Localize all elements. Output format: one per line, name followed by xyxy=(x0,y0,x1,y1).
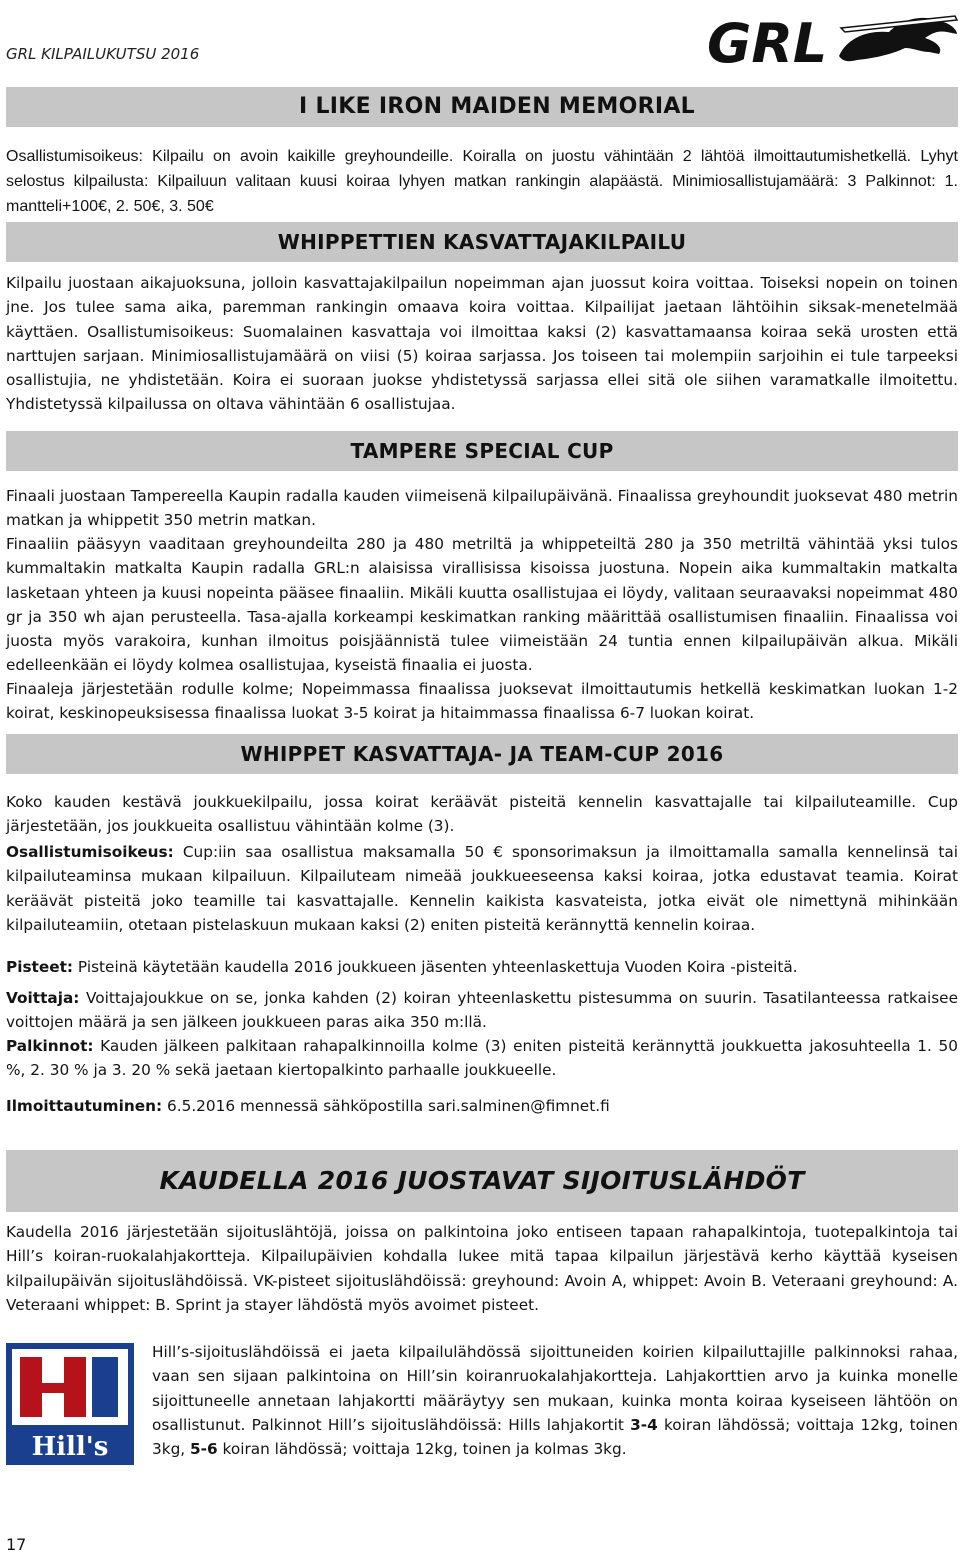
tampere-paragraph-3: Finaaleja järjestetään rodulle kolme; Nopeimmassa finaalissa juoksevat ilmoittautumis hetkellä keskimatkan luokan 1-2 koirat, keskinopeuksisessa finaalissa luokat 3-5 koirat ja hitaimmassa finaalissa 6-7 luokan koirat. xyxy=(6,680,958,723)
pisteet-paragraph: Pisteet: Pisteinä käytetään kaudella 2016 joukkueen jäsenten yhteenlaskettuja Vuoden Koira -pisteitä. xyxy=(6,958,798,976)
ilmoittautuminen-label: Ilmoittautuminen: xyxy=(6,1097,163,1115)
section-title-iron-maiden: I LIKE IRON MAIDEN MEMORIAL xyxy=(299,94,695,119)
section-heading-band xyxy=(6,1150,958,1212)
osallistumisoikeus-paragraph: Osallistumisoikeus: Cup:iin saa osallistua maksamalla 50 € sponsorimaksun ja ilmoittamalla samalla kennelinsä tai kilpailuteaminsa mukaan kilpailuun. Kilpailuteam nimeää joukkueeseensa kaksi koiraa, jotka edustavat teamia. Koirat keräävät pisteitä joko teamille tai kasvattajalle. Kennelin kaikista kasvateista, jotka eivät ole nimettynä mihinkään kilpailuteamiin, otetaan pistelaskuun mukaan kaksi (2) eniten pisteitä kerännyttä kennelin koiraa. xyxy=(6,843,958,934)
section-heading-band xyxy=(6,87,958,127)
document-title: GRL KILPAILUKUTSU 2016 xyxy=(6,45,200,63)
voittaja-paragraph: Voittaja: Voittajajoukkue on se, jonka kahden (2) koiran yhteenlaskettu pistesumma on suurin. Tasatilanteessa ratkaisee voittojen määrä ja sen jälkeen joukkueen paras aika 350 m:llä. xyxy=(6,989,958,1032)
section-title-tampere: TAMPERE SPECIAL CUP xyxy=(350,439,614,463)
ilmoittautuminen-paragraph: Ilmoittautuminen: 6.5.2016 mennessä sähköpostilla sari.salminen@fimnet.fi xyxy=(6,1097,610,1115)
grl-logo-text: GRL xyxy=(707,12,828,70)
voittaja-label: Voittaja: xyxy=(6,989,80,1007)
tampere-paragraph-2: Finaaliin pääsyyn vaaditaan greyhoundeilta 280 ja 480 metriltä ja whippeteiltä 280 ja 350 metriltä vähintää yksi tulos kummaltakin matkalta Kaupin radalla GRL:n alaisissa virallisissa kisoissa juostuna. Nopein aika kummaltakin matkalta lasketaan yhteen ja kuusi nopeinta pääsee finaaliin. Mikäli kuutta osallistujaa ei löydy, valitaan seuraavaksi nopeimmat 480 gr ja 350 wh ajan perusteella. Tasa-ajalla korkeampi keskimatkan ranking määrittää osallistumisen finaaliin. Finaalissa voi juosta myös varakoira, kunhan ilmoitus poisjäännistä tulee viimeistään 24 tuntia ennen kilpailupäivän alkua. Mikäli edelleenkään ei löydy kolmea osallistujaa, kyseistä finaalia ei juosta. xyxy=(6,535,958,675)
greyhound-icon xyxy=(839,16,957,61)
whippettien-text: Kilpailu juostaan aikajuoksuna, jolloin kasvattajakilpailun nopeimman ajan juossut koira voittaa. Toiseksi nopein on toinen jne. Jos tulee sama aika, paremman rankingin omaava koira voittaa. Kilpailijat jaetaan lähtöihin siksak-menetelmää käyttäen. Osallistumisoikeus: Suomalainen kasvattaja voi ilmoittaa kaksi (2) kasvattamaansa koiraa sekä urosten että narttujen sarjaan. Minimiosallistujamäärä on viisi (5) koiraa sarjassa. Jos toiseen tai molempiin sarjoihin ei tule tarpeeksi osallistujia, ne yhdistetään. Koira ei suoraan juokse yhdistetyssä sarjassa ellei sitä ole siihen varamatkalle ilmoitettu. Yhdistetyssä kilpailussa on oltava vähintään 6 osallistujaa. xyxy=(6,274,958,414)
section-heading-band xyxy=(6,734,958,774)
whippet-cup-intro: Koko kauden kestävä joukkuekilpailu, jossa koirat keräävät pisteitä kennelin kasvattajalle tai kilpailuteamille. Cup järjestetään, jos joukkueita osallistuu vähintään kolme (3). xyxy=(6,793,958,836)
palkinnot-paragraph: Palkinnot: Kauden jälkeen palkitaan rahapalkinnoilla kolme (3) eniten pisteitä kerännyttä joukkuetta jakosuhteella 1. 50 %, 2. 30 % ja 3. 20 % sekä jaetaan kiertopalkinto parhaalle joukkueelle. xyxy=(6,1037,958,1080)
pisteet-label: Pisteet: xyxy=(6,958,74,976)
section-title-whippet-cup: WHIPPET KASVATTAJA- JA TEAM-CUP 2016 xyxy=(240,742,724,766)
hills-logo xyxy=(6,1343,134,1465)
grl-logo xyxy=(707,8,959,70)
hills-logo-text: Hill's xyxy=(31,1432,109,1462)
tampere-paragraph-1: Finaali juostaan Tampereella Kaupin radalla kauden viimeisenä kilpailupäivänä. Finaalissa greyhoundit juoksevat 480 metrin matkan ja whippetit 350 metrin matkan. xyxy=(6,487,958,530)
iron-maiden-text: Osallistumisoikeus: Kilpailu on avoin kaikille greyhoundeille. Koiralla on juostu vähintään 2 lähtöä ilmoittautumishetkellä. Lyhyt selostus kilpailusta: Kilpailuun valitaan kuusi koiraa lyhyen matkan rankingin alapäästä. Minimiosallistujamäärä: 3 Palkinnot: 1. mantteli+100€, 2. 50€, 3. 50€ xyxy=(6,148,958,215)
osallistumisoikeus-label: Osallistumisoikeus: xyxy=(6,843,174,861)
palkinnot-label: Palkinnot: xyxy=(6,1037,94,1055)
page-number: 17 xyxy=(6,1535,27,1554)
section-heading-band xyxy=(6,222,958,262)
hills-paragraph: Hill’s-sijoituslähdöissä ei jaeta kilpailulähdössä sijoittuneiden koirien kilpailuttajille palkinnoksi rahaa, vaan sen sijaan palkintoina on Hill’sin koiranruokalahjakortteja. Lahjakorttien arvo ja kuinka monelle sijoittuneelle annetaan lahjakortti määräytyy sen mukaan, kuinka monta koiraa kyseiseen lähtöön on osallistunut. Palkinnot Hill’s sijoituslähdöissä: Hills lahjakortit 3-4 koiran lähdössä; voittaja 12kg, toinen 3kg, 5-6 koiran lähdössä; voittaja 12kg, toinen ja kolmas 3kg. xyxy=(152,1343,958,1459)
section-title-whippettien: WHIPPETTIEN KASVATTAJAKILPAILU xyxy=(277,230,687,254)
sijoituslahdot-paragraph: Kaudella 2016 järjestetään sijoituslähtöjä, joissa on palkintoina joko entiseen tapaan rahapalkintoja, tuotepalkintoja tai Hill’s koiran-ruokalahjakortteja. Kilpailupäivien kohdalla lukee mitä tapaa kilpailun järjestävä kerho käyttää kyseisen kilpailupäivän sijoituslähdöissä. VK-pisteet sijoituslähdöissä: greyhound: Avoin A, whippet: Avoin B. Veteraani greyhound: A. Veteraani whippet: B. Sprint ja stayer lähdöstä myös avoimet pisteet. xyxy=(6,1223,958,1314)
section-heading-band xyxy=(6,431,958,471)
section-title-sijoituslahdot: KAUDELLA 2016 JUOSTAVAT SIJOITUSLÄHDÖT xyxy=(159,1166,805,1195)
